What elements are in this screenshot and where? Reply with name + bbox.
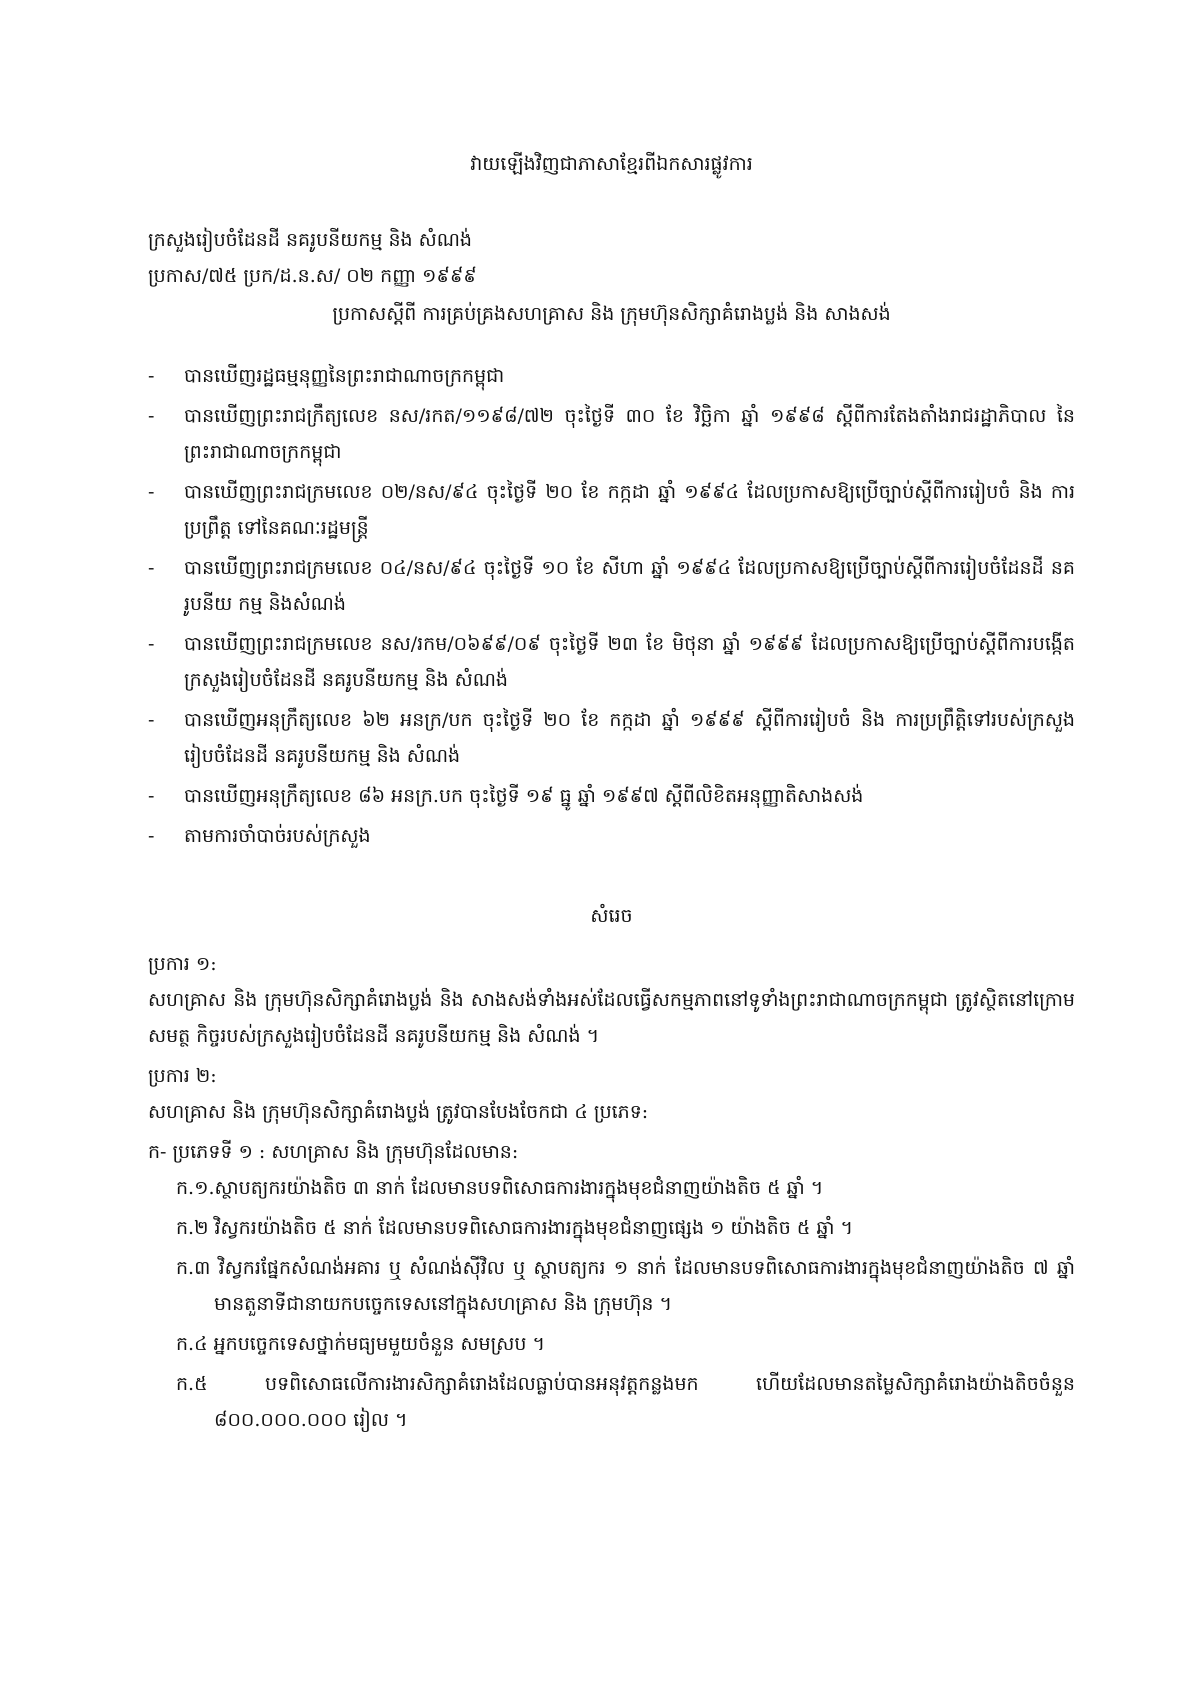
- decision-heading: សំរេច: [590, 905, 633, 927]
- reference-text: បានឃើញព្រះរាជក្រឹត្យលេខ នស/រកត/១១៩៨/៧២ ចុះថ្ងៃទី ៣០ ខែ វិច្ឆិកា ឆ្នាំ ១៩៩៨ ស្តីពីការតែងតាំងរាជរដ្ឋាភិបាល នៃព្រះរាជាណាចក្រកម្ពុជា: [184, 405, 1075, 463]
- article-2-text: សហគ្រាស និង ក្រុមហ៊ុនសិក្សាគំរោងប្លង់ ត្រូវបានបែងចែកជា ៤ ប្រភេទ:: [148, 1101, 649, 1123]
- list-item: [148, 702, 1075, 774]
- category-a-item: ក.៥ បទពិសោធលើការងារសិក្សាគំរោងដែលធ្លាប់បានអនុវត្តកន្លងមក ហើយដែលមានតម្លៃសិក្សាគំរោងយ៉ាងតិចចំនួន ៨០០.០០០.០០០ រៀល ។: [176, 1373, 1075, 1431]
- category-a-item: ក.៤ អ្នកបច្ចេកទេសថ្នាក់មធ្យមមួយចំនួន សមស្រប ។: [176, 1333, 545, 1355]
- dash-bullet: -: [148, 633, 155, 655]
- category-a-item: ក.២ វិស្វករយ៉ាងតិច ៥ នាក់ ដែលមានបទពិសោធការងារក្នុងមុខជំនាញផ្សេង ១ យ៉ាងតិច ៥ ឆ្នាំ ។: [176, 1217, 853, 1239]
- category-a-heading: ក- ប្រភេទទី ១ : សហគ្រាស និង ក្រុមហ៊ុនដែលមាន:: [148, 1141, 519, 1163]
- dash-bullet: -: [148, 709, 155, 731]
- dash-bullet: -: [148, 405, 155, 427]
- legal-references-list: [148, 358, 1075, 854]
- proclamation-reference: ប្រកាស/៧៥ ប្រក/ដ.ន.ស/ ០២ កញ្ញា ១៩៩៩: [148, 265, 477, 287]
- list-item: [148, 550, 1075, 622]
- dash-bullet: -: [148, 785, 155, 807]
- ministry-name: ក្រសួងរៀបចំដែនដី នគរូបនីយកម្ម និង សំណង់: [148, 229, 472, 251]
- proclamation-subject: ប្រកាសស្តីពី ការគ្រប់គ្រងសហគ្រាស និង ក្រុមហ៊ុនសិក្សាគំរោងប្លង់ និង សាងសង់: [332, 303, 891, 325]
- reference-text: បានឃើញព្រះរាជក្រមលេខ ០២/នស/៩៤ ចុះថ្ងៃទី ២០ ខែ កក្កដា ឆ្នាំ ១៩៩៤ ដែលប្រកាសឱ្យប្រើច្បាប់ស្តីពីការរៀបចំ និង ការប្រព្រឹត្ត ទៅនៃគណៈរដ្ឋមន្ត្រី: [184, 481, 1075, 539]
- reference-text: បានឃើញអនុក្រឹត្យលេខ ៦២ អនក្រ/បក ចុះថ្ងៃទី ២០ ខែ កក្កដា ឆ្នាំ ១៩៩៩ ស្តីពីការរៀបចំ និង ការប្រព្រឹត្តិទៅរបស់ក្រសួង រៀបចំដែនដី នគរូបនីយកម្ម និង សំណង់: [184, 709, 1075, 767]
- article-1-text: សហគ្រាស និង ក្រុមហ៊ុនសិក្សាគំរោងប្លង់ និង សាងសង់ទាំងអស់ដែលធ្វើសកម្មភាពនៅទូទាំងព្រះរាជាណាចក្រកម្ពុជា ត្រូវស្ថិតនៅក្រោមសមត្ថ កិច្ចរបស់ក្រសួងរៀបចំដែនដី នគរូបនីយកម្ម និង សំណង់ ។: [148, 989, 1075, 1047]
- dash-bullet: -: [148, 481, 155, 503]
- article-1-heading: ប្រការ ១:: [148, 953, 217, 975]
- dash-bullet: -: [148, 557, 155, 579]
- list-item: [148, 778, 1075, 814]
- dash-bullet: -: [148, 825, 155, 847]
- reference-text: បានឃើញព្រះរាជក្រមលេខ នស/រកម/០៦៩៩/០៩ ចុះថ្ងៃទី ២៣ ខែ មិថុនា ឆ្នាំ ១៩៩៩ ដែលប្រកាសឱ្យប្រើច្បាប់ស្តីពីការបង្កើត ក្រសួងរៀបចំដែនដី នគរូបនីយកម្ម និង សំណង់: [184, 633, 1075, 691]
- category-a-item: ក.១.ស្ថាបត្យករយ៉ាងតិច ៣ នាក់ ដែលមានបទពិសោធការងារក្នុងមុខជំនាញយ៉ាងតិច ៥ ឆ្នាំ ។: [176, 1177, 824, 1199]
- reference-text: បានឃើញព្រះរាជក្រមលេខ ០៤/នស/៩៤ ចុះថ្ងៃទី ១០ ខែ សីហា ឆ្នាំ ១៩៩៤ ដែលប្រកាសឱ្យប្រើច្បាប់ស្តីពីការរៀបចំដែនដី នគរូបនីយ កម្ម និងសំណង់: [184, 557, 1075, 615]
- category-a-item: ក.៣ វិស្វករផ្នែកសំណង់អគារ ឬ សំណង់ស៊ីវិល ឬ ស្ថាបត្យករ ១ នាក់ ដែលមានបទពិសោធការងារក្នុងមុខជំនាញយ៉ាងតិច ៧ ឆ្នាំ មានតួនាទីជានាយកបច្ចេកទេសនៅក្នុងសហគ្រាស និង ក្រុមហ៊ុន ។: [176, 1257, 1075, 1315]
- reference-text: បានឃើញអនុក្រឹត្យលេខ ៨៦ អនក្រ.បក ចុះថ្ងៃទី ១៩ ធ្នូ ឆ្នាំ ១៩៩៧ ស្តីពីលិខិតអនុញ្ញាតិសាងសង់: [184, 785, 864, 807]
- list-item: [148, 818, 1075, 854]
- dash-bullet: -: [148, 365, 155, 387]
- reference-text: បានឃើញរដ្ឋធម្មនុញ្ញនៃព្រះរាជាណាចក្រកម្ពុជា: [184, 365, 505, 387]
- list-item: [148, 398, 1075, 470]
- article-2-heading: ប្រការ ២:: [148, 1065, 217, 1087]
- translation-note: វាយឡើងវិញជាភាសាខ្មែរពីឯកសារផ្លូវការ: [470, 153, 753, 175]
- list-item: [148, 358, 1075, 394]
- list-item: [148, 474, 1075, 546]
- reference-text: តាមការចាំបាច់របស់ក្រសួង: [184, 825, 371, 847]
- list-item: [148, 626, 1075, 698]
